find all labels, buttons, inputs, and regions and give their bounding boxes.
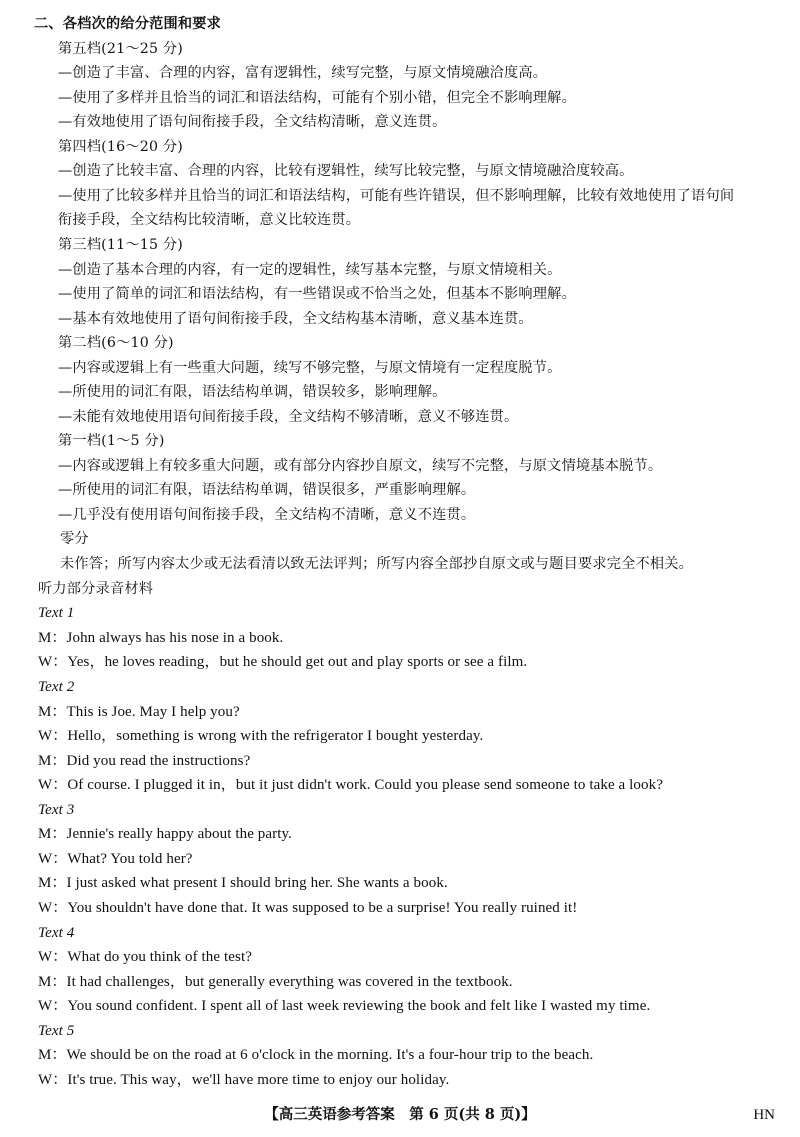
grade-item: —内容或逻辑上有较多重大问题，或有部分内容抄自原文，续写不完整，与原文情境基本脱节。 — [58, 458, 663, 474]
grade-title: 第三档(11～15 分) — [58, 237, 184, 253]
text-label: Text 3 — [38, 802, 75, 818]
grade-item: —使用了简单的词汇和语法结构，有一些错误或不恰当之处，但基本不影响理解。 — [58, 286, 576, 302]
text-label: Text 5 — [38, 1023, 75, 1039]
dialogue-line: W：Hello，something is wrong with the refrigerator I bought yesterday. — [38, 728, 484, 744]
grade-item: —所使用的词汇有限，语法结构单调，错误很多，严重影响理解。 — [58, 482, 476, 498]
dialogue-line: M：I just asked what present I should bring her. She wants a book. — [38, 875, 448, 891]
grade-title: 第四档(16～20 分) — [58, 139, 184, 155]
grade-item: —内容或逻辑上有一些重大问题，续写不够完整，与原文情境有一定程度脱节。 — [58, 360, 562, 376]
grade-title: 第二档(6～10 分) — [58, 335, 174, 351]
grade-item: —使用了比较多样并且恰当的词汇和语法结构，可能有些许错误，但不影响理解，比较有效地使用了语句间 — [58, 188, 735, 204]
dialogue-line: W：What do you think of the test? — [38, 949, 252, 965]
dialogue-line: M：It had challenges，but generally everything was covered in the textbook. — [38, 974, 513, 990]
dialogue-line: W：Of course. I plugged it in，but it just didn't work. Could you please send someone to take a look? — [38, 777, 663, 793]
dialogue-line: M：John always has his nose in a book. — [38, 630, 284, 646]
grade-item: —几乎没有使用语句间衔接手段，全文结构不清晰，意义不连贯。 — [58, 507, 476, 523]
listening-heading: 听力部分录音材料 — [38, 581, 154, 597]
section-heading: 二、各档次的给分范围和要求 — [34, 16, 222, 32]
dialogue-line: W：It's true. This way，we'll have more time to enjoy our holiday. — [38, 1072, 450, 1088]
grade-item: —创造了比较丰富、合理的内容，比较有逻辑性，续写比较完整，与原文情境融洽度较高。 — [58, 163, 634, 179]
grade-item: —未能有效地使用语句间衔接手段，全文结构不够清晰，意义不够连贯。 — [58, 409, 519, 425]
dialogue-line: W：You shouldn't have done that. It was supposed to be a surprise! You really ruined it! — [38, 900, 578, 916]
footer-page-info: 【高三英语参考答案 第 6 页(共 8 页)】 — [264, 1106, 536, 1123]
text-label: Text 1 — [38, 605, 75, 621]
grade-title: 第五档(21～25 分) — [58, 41, 184, 57]
dialogue-line: W：Yes，he loves reading，but he should get out and play sports or see a film. — [38, 654, 528, 670]
grade-item: —创造了丰富、合理的内容，富有逻辑性，续写完整，与原文情境融洽度高。 — [58, 65, 548, 81]
text-label: Text 2 — [38, 679, 75, 695]
dialogue-line: M：We should be on the road at 6 o'clock in the morning. It's a four-hour trip to the beach. — [38, 1047, 594, 1063]
dialogue-line: M：Jennie's really happy about the party. — [38, 826, 292, 842]
dialogue-line: M：Did you read the instructions? — [38, 753, 251, 769]
zero-title: 零分 — [60, 531, 89, 547]
grade-item: —所使用的词汇有限，语法结构单调，错误较多，影响理解。 — [58, 384, 447, 400]
grade-item: —有效地使用了语句间衔接手段，全文结构清晰，意义连贯。 — [58, 114, 447, 130]
grade-item: —使用了多样并且恰当的词汇和语法结构，可能有个别小错，但完全不影响理解。 — [58, 90, 576, 106]
dialogue-line: W：You sound confident. I spent all of last week reviewing the book and felt like I wasted my time. — [38, 998, 651, 1014]
grade-item: —基本有效地使用了语句间衔接手段，全文结构基本清晰，意义基本连贯。 — [58, 311, 533, 327]
dialogue-line: M：This is Joe. May I help you? — [38, 704, 240, 720]
dialogue-line: W：What? You told her? — [38, 851, 193, 867]
grade-item: —创造了基本合理的内容，有一定的逻辑性，续写基本完整，与原文情境相关。 — [58, 262, 562, 278]
footer-region-code: HN — [753, 1107, 775, 1123]
zero-text: 未作答；所写内容太少或无法看清以致无法评判；所写内容全部抄自原文或与题目要求完全不相关。 — [60, 556, 694, 572]
grade-title: 第一档(1～5 分) — [58, 433, 165, 449]
text-label: Text 4 — [38, 925, 75, 941]
grade-item: 衔接手段，全文结构比较清晰，意义比较连贯。 — [58, 212, 361, 228]
